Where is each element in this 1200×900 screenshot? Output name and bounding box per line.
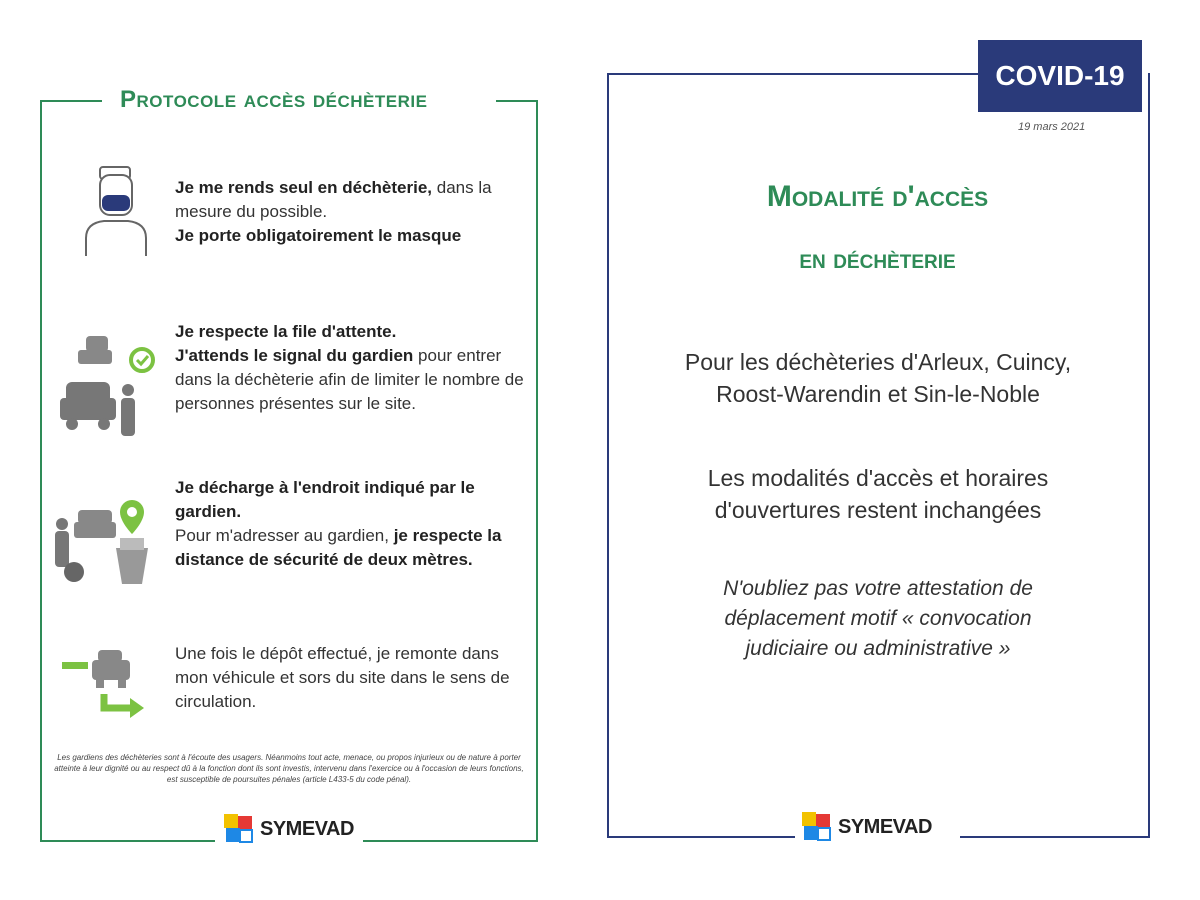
person-mask-icon [80, 163, 152, 258]
divider [40, 840, 215, 842]
symevad-logo-mark [222, 812, 256, 846]
publication-date: 19 mars 2021 [1018, 121, 1086, 133]
instruction-3 [175, 476, 535, 572]
divider [496, 100, 538, 102]
instruction-2-bold: Je respecte la file d'attente. [175, 322, 397, 341]
instruction-3-bold: Je décharge à l'endroit indiqué par le gardien. [175, 478, 475, 521]
unload-location-icon [50, 496, 160, 588]
cars-queue-icon [58, 330, 158, 438]
symevad-logo [222, 812, 354, 846]
instruction-3-text: Pour m'adresser au gardien, [175, 526, 394, 545]
divider [363, 840, 538, 842]
symevad-logo-text: SYMEVAD [260, 817, 354, 840]
attestation-paragraph: N'oubliez pas votre attestation de déplacement motif « convocation judiciaire ou administrative » [723, 577, 1033, 660]
instruction-4-text: Une fois le dépôt effectué, je remonte dans mon véhicule et sors du site dans le sens de circulation. [175, 644, 510, 711]
sites-paragraph: Pour les déchèteries d'Arleux, Cuincy, Roost-Warendin et Sin-le-Noble [684, 349, 1072, 407]
protocol-title: Protocole accès déchèterie [120, 86, 428, 113]
legal-footnote: Les gardiens des déchèteries sont à l'écoute des usagers. Néanmoins tout acte, menace, ou propos injurieux ou de nature à porter atteinte à leur dignité ou au respect dû à la fonction dont ils sont investis, intervenu dans l'exercice ou à l'occasion de leurs fonctions, est susceptible de poursuites pénales (article L433-5 du code pénal). [54, 753, 524, 784]
symevad-logo-mark [800, 810, 834, 844]
symevad-logo-text: SYMEVAD [838, 815, 932, 838]
hours-paragraph: Les modalités d'accès et horaires d'ouvertures restent inchangées [707, 465, 1049, 523]
divider [40, 100, 102, 102]
divider [607, 73, 980, 75]
instruction-2-signal: J'attends le signal du gardien [175, 346, 414, 365]
symevad-logo [800, 810, 932, 844]
divider [960, 836, 1150, 838]
instruction-1-mask: Je porte obligatoirement le masque [175, 226, 462, 245]
instruction-1-bold: Je me rends seul en déchèterie, [175, 178, 433, 197]
exit-car-icon [60, 646, 150, 722]
instruction-2 [175, 320, 535, 416]
instruction-4 [175, 642, 535, 714]
covid-badge: COVID-19 [978, 40, 1142, 112]
access-title-line1: Modalité d'accès [766, 180, 989, 213]
instruction-1 [175, 176, 535, 248]
instruction-2-text: pour entrer dans la déchèterie afin de limiter le nombre de personnes présentes sur le site. [175, 346, 524, 413]
divider [607, 836, 795, 838]
instruction-3-distance: je respecte la distance de sécurité de deux mètres. [175, 526, 502, 569]
instruction-1-text: dans la mesure du possible. [175, 178, 492, 221]
access-title-line2: en déchèterie [799, 244, 956, 274]
